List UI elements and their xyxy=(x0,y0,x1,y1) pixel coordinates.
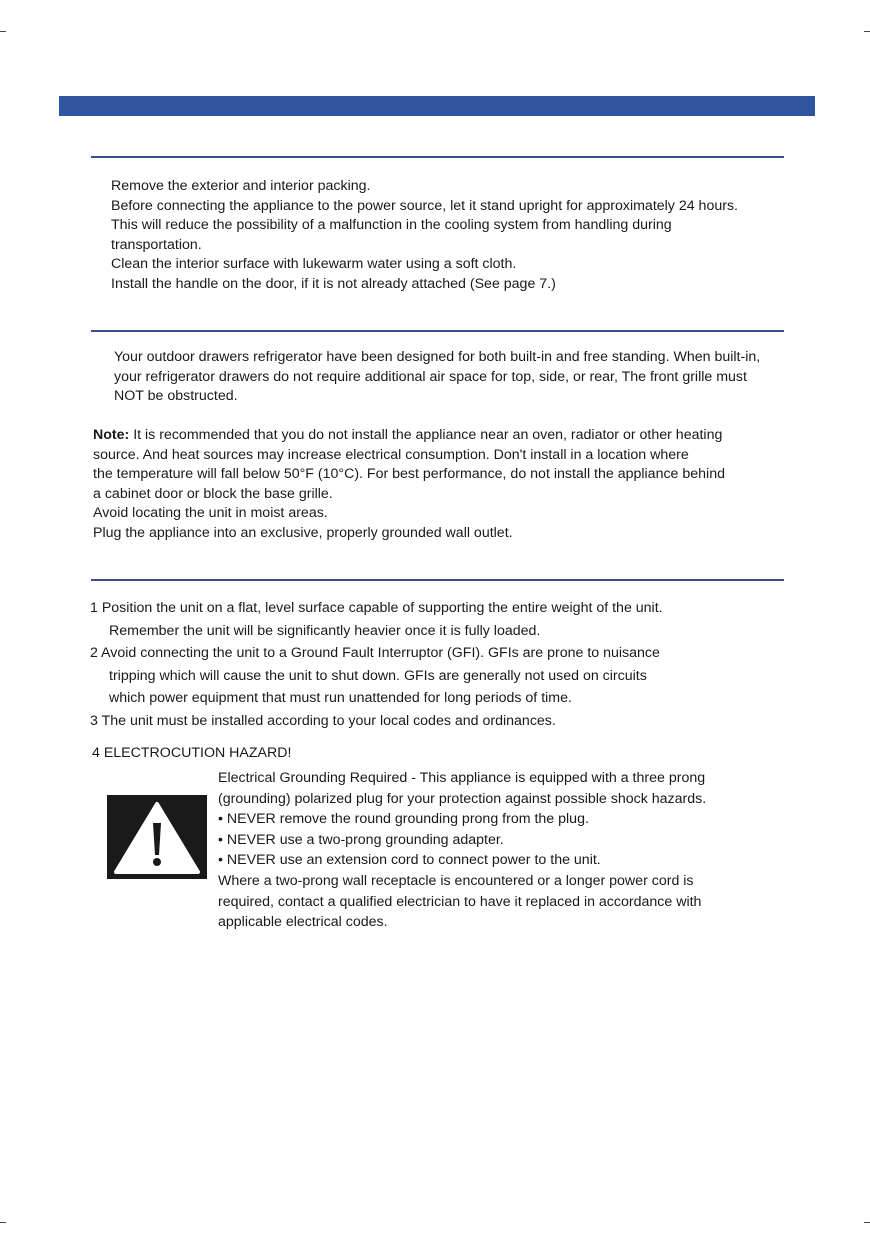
text-line: Plug the appliance into an exclusive, properly grounded wall outlet. xyxy=(93,524,513,541)
crop-mark xyxy=(864,1222,870,1223)
note-text: It is recommended that you do not install the appliance near an oven, radiator or other heating xyxy=(129,427,723,443)
text-line: Remove the exterior and interior packing. xyxy=(111,178,371,194)
text-line: Your outdoor drawers refrigerator have been designed for both built-in and free standing. When built-in, xyxy=(114,349,761,365)
text-line: (grounding) polarized plug for your protection against possible shock hazards. xyxy=(218,790,707,807)
note-block xyxy=(93,426,725,543)
step-line: 3 The unit must be installed according to your local codes and ordinances. xyxy=(90,712,556,729)
text-line: Electrical Grounding Required - This appliance is equipped with a three prong xyxy=(218,770,706,786)
text-line: your refrigerator drawers do not require additional air space for top, side, or rear, The front grille must xyxy=(114,368,747,385)
header-bar xyxy=(59,96,815,116)
step-line: which power equipment that must run unattended for long periods of time. xyxy=(109,690,572,706)
section-divider xyxy=(91,579,784,581)
text-line: Clean the interior surface with lukewarm water using a soft cloth. xyxy=(111,256,517,272)
text-line: required, contact a qualified electrician to have it replaced in accordance with xyxy=(218,893,702,910)
text-line: Avoid locating the unit in moist areas. xyxy=(93,505,328,521)
step-line: 1 Position the unit on a flat, level surface capable of supporting the entire weight of the unit. xyxy=(90,600,663,616)
text-line: • NEVER use an extension cord to connect power to the unit. xyxy=(218,852,601,869)
section-divider xyxy=(91,330,784,332)
text-line: NOT be obstructed. xyxy=(114,388,238,404)
step-line: tripping which will cause the unit to shut down. GFIs are generally not used on circuits xyxy=(109,667,647,684)
crop-mark xyxy=(0,31,6,32)
text-line: Where a two-prong wall receptacle is encountered or a longer power cord is xyxy=(218,872,694,889)
text-line: Install the handle on the door, if it is not already attached (See page 7.) xyxy=(111,275,556,292)
note-line xyxy=(93,426,725,446)
unpacking-instructions xyxy=(111,177,738,294)
crop-mark xyxy=(0,1222,6,1223)
step-line: Remember the unit will be significantly heavier once it is fully loaded. xyxy=(109,622,541,639)
step-line: 2 Avoid connecting the unit to a Ground Fault Interruptor (GFI). GFIs are prone to nuisance xyxy=(90,645,660,661)
text-line: a cabinet door or block the base grille. xyxy=(93,485,333,502)
section-divider xyxy=(91,156,784,158)
text-line: transportation. xyxy=(111,236,202,253)
crop-mark xyxy=(864,31,870,32)
warning-triangle-icon xyxy=(107,795,207,879)
text-line: the temperature will fall below 50°F (10°C). For best performance, do not install the appliance behind xyxy=(93,466,725,482)
location-instructions xyxy=(114,348,760,407)
text-line: • NEVER remove the round grounding prong from the plug. xyxy=(218,811,589,828)
text-line: This will reduce the possibility of a malfunction in the cooling system from handling during xyxy=(111,217,672,233)
installation-steps xyxy=(90,597,663,732)
grounding-warning xyxy=(218,768,706,933)
text-line: Before connecting the appliance to the power source, let it stand upright for approximately 24 hours. xyxy=(111,197,738,214)
hazard-title: 4 ELECTROCUTION HAZARD! xyxy=(92,745,292,761)
note-label: Note: xyxy=(93,427,130,443)
text-line: • NEVER use a two-prong grounding adapter. xyxy=(218,831,504,848)
text-line: applicable electrical codes. xyxy=(218,914,388,931)
text-line: source. And heat sources may increase electrical consumption. Don't install in a location where xyxy=(93,446,689,463)
